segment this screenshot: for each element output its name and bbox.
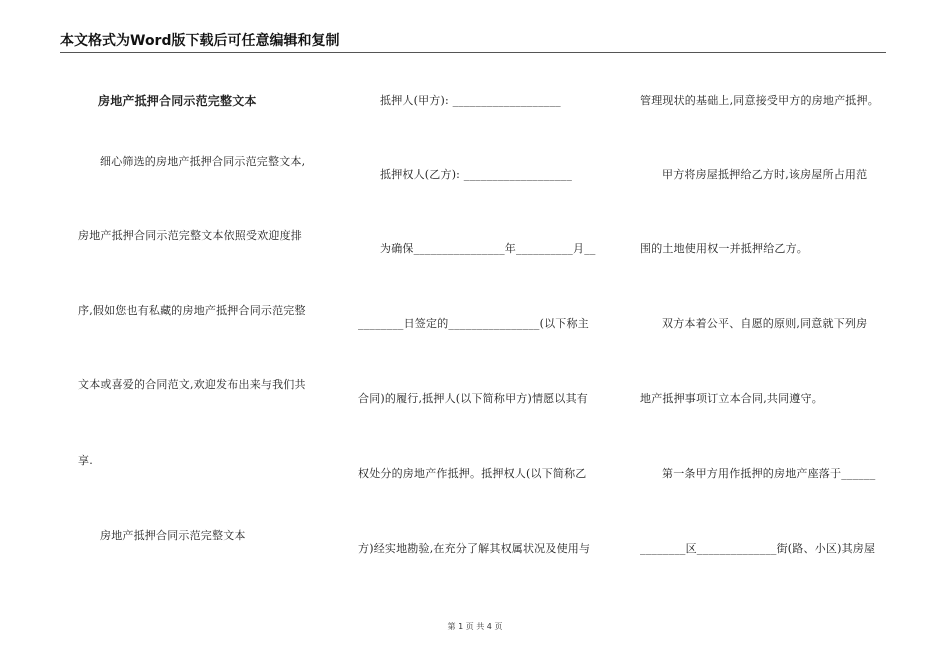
text-column-3 [640, 0, 890, 640]
text-line: 为确保________________年__________月__ [380, 242, 596, 255]
text-line: ________区______________街(路、小区)其房屋 [640, 542, 876, 555]
text-column-1 [78, 0, 338, 640]
text-line: 围的土地使用权一并抵押给乙方。 [640, 242, 808, 255]
text-line: 抵押权人(乙方): ___________________ [380, 168, 573, 181]
text-line: 地产抵押事项订立本合同,共同遵守。 [640, 392, 823, 405]
text-line: 管理现状的基础上,同意接受甲方的房地产抵押。 [640, 94, 879, 107]
text-line: 文本或喜爱的合同范文,欢迎发布出来与我们共 [78, 378, 306, 391]
text-line: 合同)的履行,抵押人(以下简称甲方)情愿以其有 [358, 392, 588, 405]
text-line: 方)经实地勘验,在充分了解其权属状况及使用与 [358, 542, 591, 555]
document-title: 房地产抵押合同示范完整文本 [98, 94, 257, 108]
section-heading: 房地产抵押合同示范完整文本 [100, 529, 246, 542]
text-column-2 [358, 0, 608, 640]
document-header-title: 本文格式为Word版下载后可任意编辑和复制 [60, 33, 340, 49]
text-line: 第一条甲方用作抵押的房地产座落于______ [662, 467, 876, 480]
text-line: ________日签定的________________(以下称主 [358, 317, 589, 330]
text-line: 享. [78, 454, 93, 467]
text-line: 细心筛选的房地产抵押合同示范完整文本, [100, 155, 306, 168]
page-number: 第 1 页 共 4 页 [447, 622, 503, 631]
text-line: 序,假如您也有私藏的房地产抵押合同示范完整 [78, 304, 306, 317]
text-line: 权处分的房地产作抵押。抵押权人(以下简称乙 [358, 467, 587, 480]
text-line: 抵押人(甲方): ___________________ [380, 94, 561, 107]
text-line: 双方本着公平、自愿的原则,同意就下列房 [662, 317, 868, 330]
text-line: 甲方将房屋抵押给乙方时,该房屋所占用范 [662, 168, 868, 181]
text-line: 房地产抵押合同示范完整文本依照受欢迎度排 [78, 229, 302, 242]
